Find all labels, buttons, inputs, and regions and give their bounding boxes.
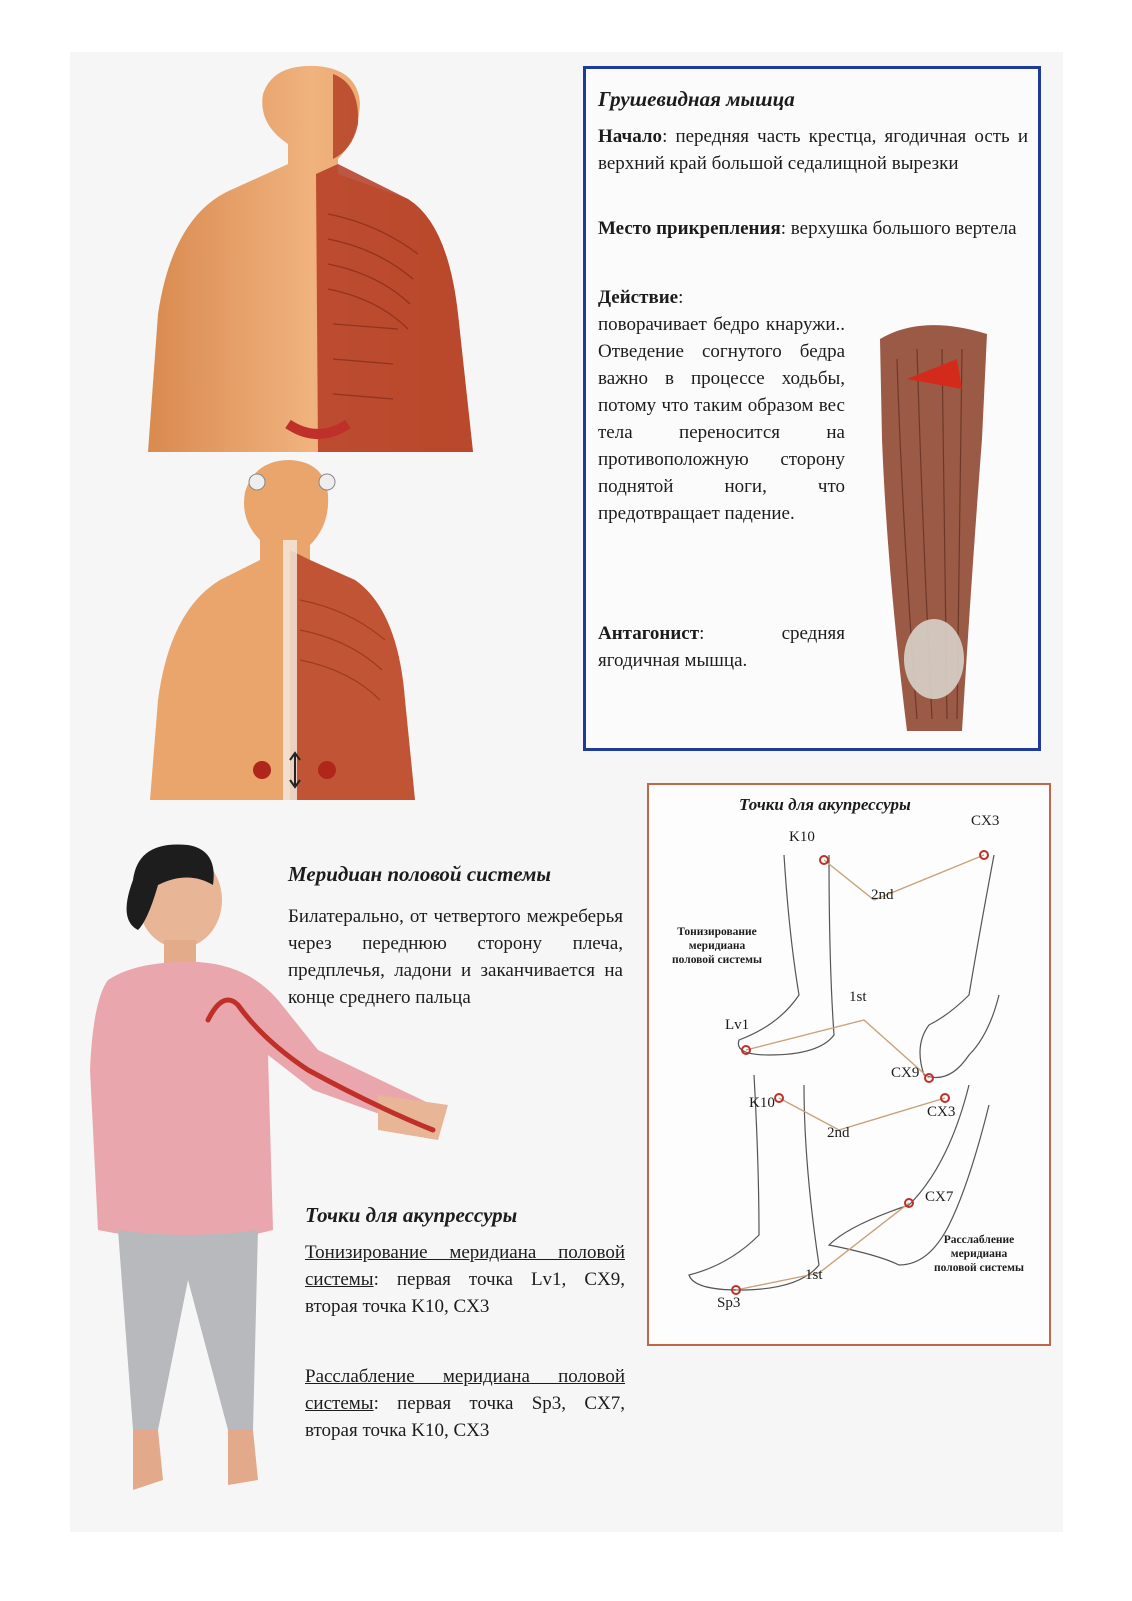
action-text: поворачивает бедро кнаружи.. Отведение согнутого бедра важно в процессе ходьбы, потому что таким образом вес тела переносится на противоположную сторону поднятой ноги, что предотвращает падение. <box>598 314 845 524</box>
tonify-text: : первая точка Lv1, CX9, вторая точка K10, CX3 <box>305 1269 625 1317</box>
thigh-muscle-illustration <box>862 319 1002 731</box>
point-label-lv1: Lv1 <box>725 1017 750 1033</box>
point-label-cx7: CX7 <box>925 1189 954 1205</box>
insertion-text: верхушка большого вертела <box>790 218 1017 239</box>
tonify-heading: Тонизирование меридиана половой системы <box>305 1242 625 1290</box>
diagram-title: Точки для акупрессуры <box>739 795 911 814</box>
point-label-k10-top: K10 <box>789 829 815 845</box>
sedate-heading: Расслабление меридиана половой системы <box>305 1366 625 1414</box>
front-torso-illustration <box>148 64 483 452</box>
point-label-k10-bottom: K10 <box>749 1095 775 1111</box>
tonify-caption: Тонизирование меридиана половой системы <box>672 926 762 966</box>
point-label-1st-bottom: 1st <box>805 1267 823 1283</box>
back-torso-illustration <box>150 460 415 800</box>
point-label-2nd-top: 2nd <box>871 887 894 903</box>
acupressure-title: Точки для акупрессуры <box>305 1203 518 1227</box>
meridian-text: Билатерально, от четвертого межреберья через переднюю сторону плеча, предплечья, ладони и заканчивается на конце среднего пальца <box>288 906 623 1008</box>
point-label-cx9: CX9 <box>891 1065 920 1081</box>
antagonist-paragraph: Антагонист: средняя ягодичная мышца. <box>598 623 845 671</box>
muscle-title: Грушевидная мышца <box>598 87 795 111</box>
action-label: Действие <box>598 287 679 308</box>
piriformis-info-box <box>583 66 1041 751</box>
point-label-1st-top: 1st <box>849 989 867 1005</box>
sedate-caption: Расслабление меридиана половой системы <box>934 1234 1024 1274</box>
meridian-title: Меридиан половой системы <box>288 862 551 886</box>
action-heading: Действие: <box>598 287 684 308</box>
origin-paragraph: Начало: передняя часть крестца, ягодичная ость и верхний край большой седалищной вырезки <box>598 126 1028 174</box>
point-label-sp3: Sp3 <box>717 1295 741 1311</box>
acupressure-diagram-box <box>647 783 1051 1346</box>
origin-label: Начало <box>598 126 663 147</box>
point-label-cx3-top: CX3 <box>971 813 1000 829</box>
tonify-paragraph <box>305 1239 625 1320</box>
point-label-cx3-bottom: CX3 <box>927 1104 956 1120</box>
antagonist-text: средняя ягодичная мышца. <box>598 623 845 671</box>
insertion-label: Место прикрепления <box>598 218 781 239</box>
origin-text: передняя часть крестца, ягодичная ость и верхний край большой седалищной вырезки <box>598 126 1028 174</box>
insertion-paragraph: Место прикрепления: верхушка большого вертела <box>598 218 1017 239</box>
point-label-2nd-bottom: 2nd <box>827 1125 850 1141</box>
sedate-text: : первая точка Sp3, CX7, вторая точка K10, CX3 <box>305 1393 625 1441</box>
sedate-paragraph <box>305 1363 625 1444</box>
antagonist-label: Антагонист <box>598 623 700 644</box>
